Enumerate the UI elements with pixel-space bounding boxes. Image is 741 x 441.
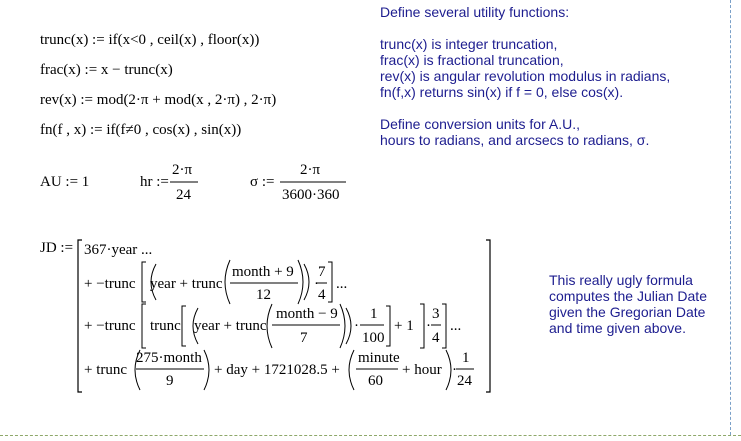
jd-line3-ellipsis: ... [450, 318, 462, 334]
note-line [380, 20, 670, 36]
jd-line4-frac2-den: 60 [368, 373, 383, 389]
hr-lhs[interactable]: hr := [140, 174, 169, 190]
note-line: given the Gregorian Date [549, 304, 706, 320]
unit-definitions [0, 150, 370, 210]
note-line: rev(x) is angular revolution modulus in radians, [380, 68, 671, 84]
jd-line3-factor-den: 100 [362, 330, 385, 346]
jd-line3-inner-bracket-close [386, 306, 390, 346]
jd-line2-factor-num: 7 [318, 264, 326, 280]
jd-outer-right-bracket [486, 240, 490, 392]
jd-line2-inner: year + trunc [150, 276, 223, 292]
jd-outer-left-bracket [78, 240, 82, 392]
note-line [380, 148, 670, 164]
page-break-line [0, 435, 741, 436]
jd-line3-factor-num: 1 [370, 306, 378, 322]
jd-line3-trunc-paren-close [340, 304, 345, 348]
note-line [380, 100, 670, 116]
jd-line3-end-bracket [442, 304, 446, 348]
jd-line4-frac2-num: minute [358, 350, 400, 366]
rev-definition[interactable]: rev(x) := mod(2·π + mod(x , 2·π) , 2·π) [40, 92, 277, 108]
jd-line2-month-num: month + 9 [232, 264, 294, 280]
note-line: fn(f,x) returns sin(x) if f = 0, else cos(x). [380, 84, 624, 100]
jd-line4-frac1-den: 9 [166, 373, 174, 389]
julian-date-formula[interactable] [0, 232, 500, 402]
jd-line2-bracket-close [328, 262, 332, 302]
jd-line4-start: + trunc [84, 362, 128, 378]
sigma-denominator: 3600·360 [282, 187, 340, 203]
jd-line3-trunc: trunc [150, 318, 181, 334]
jd-line4-frac3-num: 1 [462, 350, 470, 366]
note-line: hours to radians, and arcsecs to radians, σ. [380, 132, 650, 148]
hr-numerator: 2·π [172, 162, 193, 178]
jd-line3-dot2: · [426, 318, 431, 334]
jd-line3-month-den: 7 [300, 330, 308, 346]
jd-line4-frac1-num: 275·month [136, 350, 202, 366]
jd-line3-outer-bracket-close [420, 304, 424, 348]
jd-line4-paren2-open [349, 350, 354, 390]
note-line: Define several utility functions: [380, 4, 570, 20]
au-definition[interactable]: AU := 1 [40, 174, 90, 190]
jd-line2-paren-close [304, 264, 309, 300]
utility-functions-note[interactable] [380, 4, 670, 164]
jd-line3-trunc-paren-open [267, 304, 272, 348]
jd-line4-paren2-close [446, 350, 451, 390]
jd-line1: 367·year ... [84, 242, 153, 258]
jd-line4-dot: · [452, 362, 457, 378]
jd-line3-plus-one: + 1 [394, 318, 414, 334]
hr-denominator: 24 [176, 187, 191, 203]
jd-line3-start: + −trunc [84, 318, 136, 334]
jd-line2-trunc-paren-open [225, 260, 230, 304]
jd-line4-middle: + day + 1721028.5 + [214, 362, 340, 378]
jd-line2-factor-den: 4 [318, 287, 326, 303]
note-line: computes the Julian Date [549, 288, 707, 304]
fn-definition[interactable]: fn(f , x) := if(f≠0 , cos(x) , sin(x)) [40, 122, 242, 138]
trunc-definition[interactable]: trunc(x) := if(x<0 , ceil(x) , floor(x)) [40, 32, 260, 48]
sigma-numerator: 2·π [300, 162, 321, 178]
jd-line2-start: + −trunc [84, 276, 136, 292]
jd-line3-inner-bracket-open [182, 306, 186, 346]
note-line: and time given above. [549, 320, 686, 336]
note-line: frac(x) is fractional truncation, [380, 52, 564, 68]
jd-line3-factor2-den: 4 [432, 330, 440, 346]
note-line: trunc(x) is integer truncation, [380, 36, 558, 52]
jd-line3-dot: · [354, 318, 359, 334]
jd-line3-outer-bracket-open [142, 304, 146, 348]
julian-date-note[interactable] [549, 272, 707, 336]
page-width-guide [730, 0, 731, 435]
jd-line2-bracket-open [142, 262, 146, 302]
jd-line2-ellipsis: ... [336, 276, 348, 292]
note-line: Define conversion units for A.U., [380, 116, 580, 132]
jd-line2-month-den: 12 [256, 287, 271, 303]
jd-line3-paren-close [346, 308, 351, 344]
jd-line2-dot: · [314, 276, 319, 292]
jd-line4-paren1-close [204, 350, 209, 390]
jd-line3-month-num: month − 9 [276, 306, 338, 322]
sigma-lhs[interactable]: σ := [250, 174, 275, 190]
jd-line4-plus-hour: + hour [402, 362, 442, 378]
jd-line4-frac3-den: 24 [457, 373, 472, 389]
jd-line3-inner: year + trunc [194, 318, 267, 334]
jd-line2-trunc-paren-close [298, 260, 303, 304]
frac-definition[interactable]: frac(x) := x − trunc(x) [40, 62, 173, 78]
note-line: This really ugly formula [549, 272, 693, 288]
jd-line3-factor2-num: 3 [432, 306, 440, 322]
jd-lhs: JD := [40, 240, 74, 256]
